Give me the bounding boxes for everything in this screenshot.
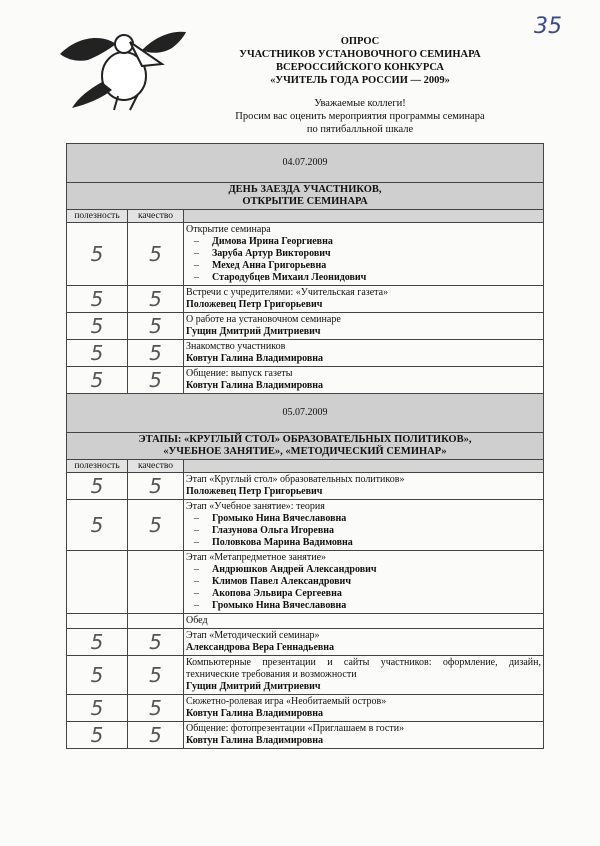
survey-title-line4: «УЧИТЕЛЬ ГОДА РОССИИ — 2009» xyxy=(270,75,450,86)
people-list: – Димова Ирина Георгиевна – Заруба Артур Викторович – Мехед Анна Григорьевна – Стародубцев Михаил Леонидович xyxy=(186,236,541,284)
table-row xyxy=(67,500,544,551)
quality-header: качество xyxy=(128,460,184,473)
table-row xyxy=(67,367,544,394)
intro-line1: Просим вас оценить мероприятия программы семинара xyxy=(235,111,485,122)
table-row xyxy=(67,629,544,656)
intro-line2: по пятибалльной шкале xyxy=(306,124,414,135)
quality-score[interactable]: 5 xyxy=(128,313,184,340)
event-title: Открытие семинара xyxy=(186,224,271,235)
greeting: Уважаемые коллеги! xyxy=(314,98,406,109)
usefulness-score[interactable]: 5 xyxy=(67,695,128,722)
people-list: – Громыко Нина Вячеславовна – Глазунова Ольга Игоревна – Половкова Марина Вадимовна xyxy=(186,513,541,549)
table-row xyxy=(67,614,544,629)
usefulness-score[interactable]: 5 xyxy=(67,473,128,500)
quality-score[interactable] xyxy=(128,551,184,614)
quality-score[interactable]: 5 xyxy=(128,629,184,656)
table-row xyxy=(67,286,544,313)
usefulness-score[interactable]: 5 xyxy=(67,722,128,749)
event-cell: Общение: фотопрезентации «Приглашаем в гости» Ковтун Галина Владимировна xyxy=(184,722,544,749)
usefulness-header: полезность xyxy=(67,210,128,223)
table-row xyxy=(67,313,544,340)
event-cell: Сюжетно-ролевая игра «Необитаемый остров» Ковтун Галина Владимировна xyxy=(184,695,544,722)
usefulness-score[interactable]: 5 xyxy=(67,367,128,394)
survey-title-line2: УЧАСТНИКОВ УСТАНОВОЧНОГО СЕМИНАРА xyxy=(239,49,481,60)
quality-score[interactable]: 5 xyxy=(128,473,184,500)
event-cell: Общение: выпуск газеты Ковтун Галина Владимировна xyxy=(184,367,544,394)
event-cell xyxy=(184,223,544,286)
date-row: 05.07.2009 xyxy=(67,394,544,433)
usefulness-header: полезность xyxy=(67,460,128,473)
event-cell: Встречи с учредителями: «Учительская газета» Положевец Петр Григорьевич xyxy=(184,286,544,313)
survey-title: ОПРОС xyxy=(340,36,380,47)
usefulness-score[interactable]: 5 xyxy=(67,340,128,367)
quality-score[interactable]: 5 xyxy=(128,656,184,695)
event-cell: Этап «Метапредметное занятие» – Андрюшков Андрей Александрович – Климов Павел Александрович – Акопова Эльвира Сергеевна – Громыко Нина Вячеславовна xyxy=(184,551,544,614)
section-heading: ЭТАПЫ: «КРУГЛЫЙ СТОЛ» ОБРАЗОВАТЕЛЬНЫХ ПОЛИТИКОВ», «УЧЕБНОЕ ЗАНЯТИЕ», «МЕТОДИЧЕСКИЙ СЕМИНАР» xyxy=(67,433,544,460)
event-cell: О работе на установочном семинаре Гущин Дмитрий Дмитриевич xyxy=(184,313,544,340)
event-cell: Компьютерные презентации и сайты участников: оформление, дизайн, технические требования и возможности Гущин Дмитрий Дмитриевич xyxy=(184,656,544,695)
survey-table xyxy=(66,143,544,749)
quality-score[interactable]: 5 xyxy=(128,500,184,551)
people-list: – Андрюшков Андрей Александрович – Климов Павел Александрович – Акопова Эльвира Сергеевна – Громыко Нина Вячеславовна xyxy=(186,564,541,612)
table-row xyxy=(67,340,544,367)
table-row xyxy=(67,695,544,722)
usefulness-score[interactable]: 5 xyxy=(67,656,128,695)
quality-score[interactable] xyxy=(128,614,184,629)
quality-score[interactable]: 5 xyxy=(128,722,184,749)
date-row: 04.07.2009 xyxy=(67,144,544,183)
event-cell: Этап «Учебное занятие»: теория – Громыко Нина Вячеславовна – Глазунова Ольга Игоревна – Половкова Марина Вадимовна xyxy=(184,500,544,551)
usefulness-score[interactable] xyxy=(67,551,128,614)
table-row xyxy=(67,473,544,500)
usefulness-score[interactable]: 5 xyxy=(67,286,128,313)
quality-score[interactable]: 5 xyxy=(128,367,184,394)
quality-score[interactable]: 5 xyxy=(128,695,184,722)
usefulness-score[interactable] xyxy=(67,614,128,629)
page-number: 35 xyxy=(534,14,562,39)
table-row xyxy=(67,722,544,749)
event-cell: Обед xyxy=(184,614,544,629)
usefulness-score[interactable]: 5 xyxy=(67,500,128,551)
table-row xyxy=(67,223,544,286)
quality-score[interactable]: 5 xyxy=(128,286,184,313)
section-heading: ДЕНЬ ЗАЕЗДА УЧАСТНИКОВ, ОТКРЫТИЕ СЕМИНАРА xyxy=(67,183,544,210)
quality-score[interactable]: 5 xyxy=(128,223,184,286)
usefulness-score[interactable]: 5 xyxy=(67,313,128,340)
survey-title-line3: ВСЕРОССИЙСКОГО КОНКУРСА xyxy=(275,62,445,73)
event-cell: Этап «Методический семинар» Александрова Вера Геннадьевна xyxy=(184,629,544,656)
quality-header: качество xyxy=(128,210,184,223)
usefulness-score[interactable]: 5 xyxy=(67,223,128,286)
table-row xyxy=(67,551,544,614)
event-cell: Знакомство участников Ковтун Галина Владимировна xyxy=(184,340,544,367)
usefulness-score[interactable]: 5 xyxy=(67,629,128,656)
event-cell: Этап «Круглый стол» образовательных политиков» Положевец Петр Григорьевич xyxy=(184,473,544,500)
table-row xyxy=(67,656,544,695)
quality-score[interactable]: 5 xyxy=(128,340,184,367)
